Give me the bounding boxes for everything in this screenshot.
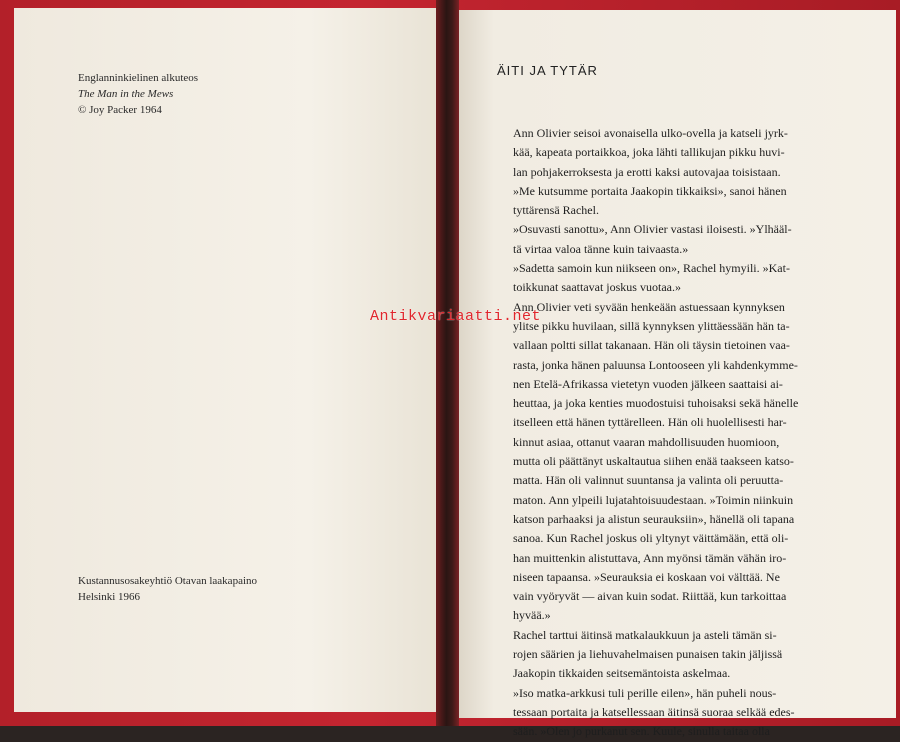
body-text-line: kää, kapeata portaikkoa, joka lähti tallikujan pikku huvi- [513,145,785,160]
body-text-line: vallaan poltti sillat takanaan. Hän oli täysin tietoinen vaa- [513,338,790,353]
body-text-line: Jaakopin tikkaiden seitsemäntoista askelmaa. [513,666,731,681]
body-text-line: tyttärensä Rachel. [513,203,599,218]
body-text-line: itselleen että hänen tyttärelleen. Hän oli huolellisesti har- [513,415,787,430]
body-text-line: rasta, jonka hänen paluunsa Lontooseen yli kahdenkymme- [513,357,798,372]
body-text-line: ylitse pikku huvilaan, sillä kynnyksen ylittäessään hän ta- [513,318,790,333]
imprint-block [78,573,257,605]
body-text-line: Rachel tarttui äitinsä matkalaukkuun ja asteli tämän si- [513,627,777,642]
body-text-line: hyvää.» [513,608,551,623]
body-text-line: sanoa. Kun Rachel joskus oli yltynyt väittämään, että oli- [513,531,789,546]
body-text-line: »Osuvasti sanottu», Ann Olivier vastasi iloisesti. »Ylhääl- [513,222,792,237]
chapter-title: ÄITI JA TYTÄR [497,63,598,78]
original-title-label: Englanninkielinen alkuteos [78,72,199,84]
chapter-body-text [513,124,851,742]
place-year-line: Helsinki 1966 [78,591,141,603]
body-text-line: han muittenkin alistuttava, Ann myönsi tämän vähän iro- [513,550,787,565]
original-title-block [78,70,198,118]
body-text-line: Ann Olivier seisoi avonaisella ulko-ovella ja katseli jyrk- [513,126,788,140]
body-text-line: niseen tapaansa. »Seurauksia ei koskaan voi välttää. Ne [513,569,780,584]
body-text-line: »Me kutsumme portaita Jaakopin tikkaiksi», sanoi hänen [513,183,787,198]
body-text-line: katson parhaaksi ja alistun seurauksiin», hänellä oli tapana [513,511,795,526]
body-text-line: »Sadetta samoin kun niikseen on», Rachel hymyili. »Kat- [513,261,790,276]
body-text-line: »Iso matka-arkkusi tuli perille eilen», hän puheli nous- [513,685,777,700]
copyright-notice: © Joy Packer 1964 [78,104,162,116]
body-text-line: maton. Ann ylpeili lujatahtoisuudestaan. »Toimin niinkuin [513,492,794,507]
body-text-line: Ann Olivier veti syvään henkeään astuessaan kynnyksen [513,299,785,314]
body-text-line: heuttaa, ja joka kenties muodostuisi tuhoisaksi sekä hänelle [513,396,799,411]
original-title: The Man in the Mews [78,88,174,100]
body-text-line: mutta oli päättänyt uskaltautua siihen enää taakseen katso- [513,454,794,469]
body-text-line: rojen säärien ja liehuvahelmaisen punaisen takin jäljissä [513,647,783,662]
publisher-line: Kustannusosakeyhtiö Otavan laakapaino [78,575,258,587]
body-text-line: sään. »Olen jo purkanut sen. Kuule, sinulla taitaa olla [513,724,770,739]
body-text-line: kinnut asiaa, ottanut vaaran mahdollisuuden huomioon, [513,434,780,449]
body-text-line: lan pohjakerroksesta ja erotti kaksi autovajaa toisistaan. [513,164,781,179]
body-text-line: nen Etelä-Afrikassa vietetyn vuoden jälkeen saattaisi ai- [513,376,783,391]
watermark-text: Antikvariaatti.net [370,308,542,325]
body-text-line: toikkunat saattavat joskus vuotaa.» [513,280,681,295]
book-gutter [436,0,459,726]
body-text-line: tessaan portaita ja katsellessaan äitinsä suoraa selkää edes- [513,704,795,719]
body-text-line: tä virtaa valoa tänne kuin taivaasta.» [513,241,689,256]
body-text-line: matta. Hän oli valinnut suuntansa ja valinta oli peruutta- [513,473,784,488]
body-text-line: vain vyöryvät — aivan kuin sodat. Riittää, kun tarkoittaa [513,589,787,604]
